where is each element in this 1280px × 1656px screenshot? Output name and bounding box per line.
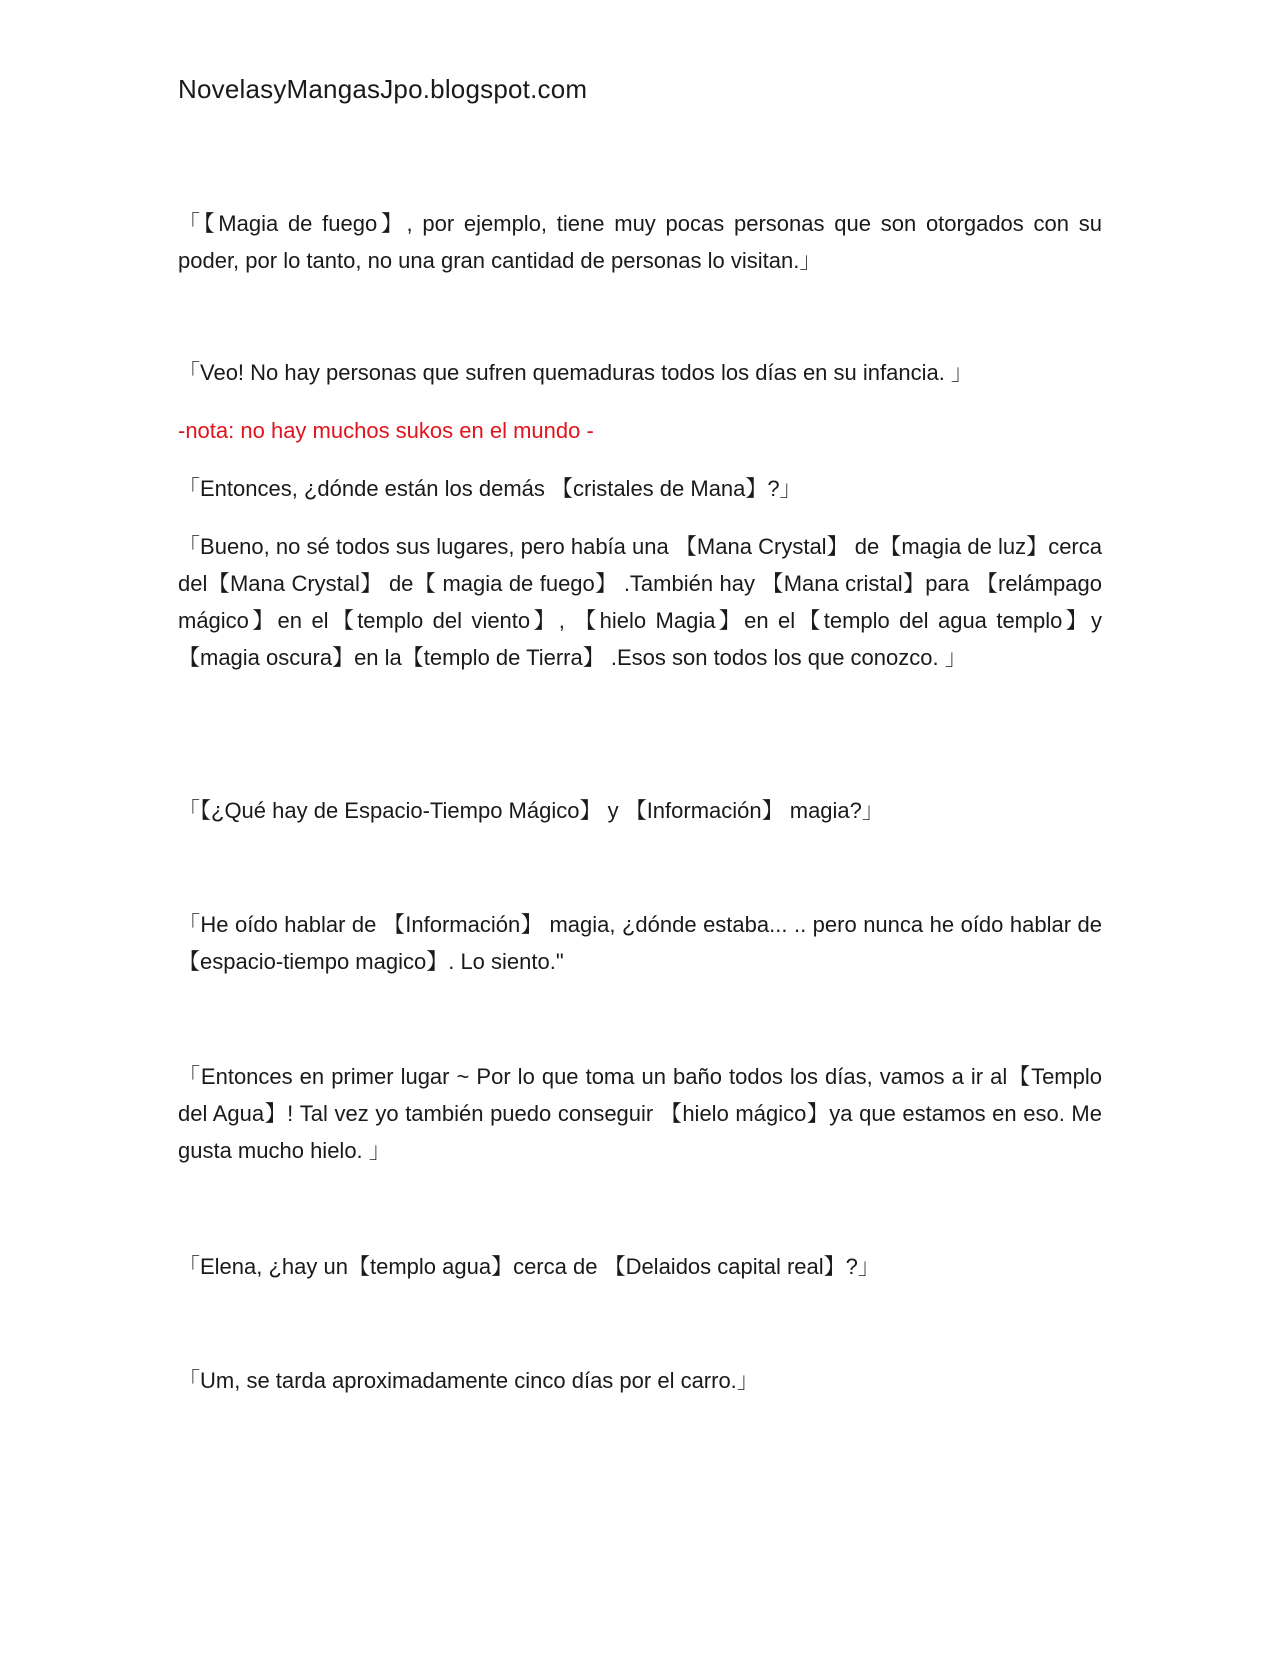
paragraph-3: 「Entonces, ¿dónde están los demás 【cristales de Mana】?」 <box>178 476 802 501</box>
site-header: NovelasyMangasJpo.blogspot.com <box>178 74 588 104</box>
paragraph-4: 「Bueno, no sé todos sus lugares, pero había una 【Mana Crystal】 de【magia de luz】cerca del【Mana Crystal】 de【 magia de fuego】 .También hay 【Mana cristal】para 【relámpago mágico】en el【templo del viento】, 【hielo Magia】en el【templo del agua templo】y 【magia oscura】en la【templo de Tierra】 .Esos son todos los que conozco. 」 <box>178 534 1102 670</box>
paragraph-9: 「Um, se tarda aproximadamente cinco días por el carro.」 <box>178 1368 759 1393</box>
paragraph-7: 「Entonces en primer lugar ~ Por lo que toma un baño todos los días, vamos a ir al【Templo del Agua】! Tal vez yo también puedo conseguir 【hielo mágico】ya que estamos en eso. Me gusta mucho hielo. 」 <box>178 1064 1102 1163</box>
paragraph-8: 「Elena, ¿hay un【templo agua】cerca de 【Delaidos capital real】?」 <box>178 1254 880 1279</box>
translator-note: -nota: no hay muchos sukos en el mundo - <box>178 418 594 443</box>
paragraph-2: 「Veo! No hay personas que sufren quemaduras todos los días en su infancia. 」 <box>178 360 973 385</box>
paragraph-1: 「【Magia de fuego】, por ejemplo, tiene muy pocas personas que son otorgados con su poder, por lo tanto, no una gran cantidad de personas lo visitan.」 <box>178 211 1102 273</box>
paragraph-5: 「【¿Qué hay de Espacio-Tiempo Mágico】 y 【Información】 magia?」 <box>178 798 884 823</box>
paragraph-6: 「He oído hablar de 【Información】 magia, ¿dónde estaba... .. pero nunca he oído hablar de【espacio-tiempo magico】. Lo siento." <box>178 912 1102 974</box>
